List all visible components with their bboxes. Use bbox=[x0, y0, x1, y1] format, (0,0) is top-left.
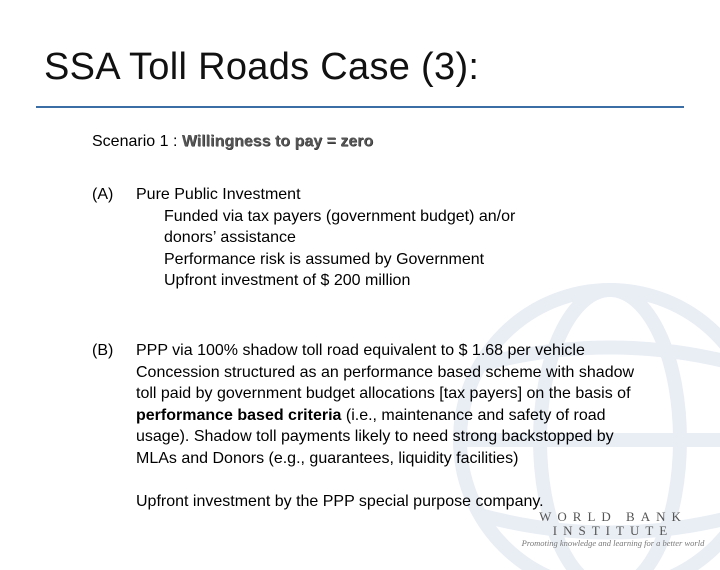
option-a-heading: Pure Public Investment bbox=[136, 186, 301, 203]
option-a-point: Upfront investment of $ 200 million bbox=[164, 272, 411, 289]
logo-tagline: Promoting knowledge and learning for a better world bbox=[521, 538, 705, 548]
title-divider bbox=[36, 106, 684, 108]
option-b-upfront: Upfront investment by the PPP special purpose company. bbox=[136, 492, 544, 510]
option-b-desc-emphasis: performance based criteria bbox=[136, 406, 342, 424]
scenario-emphasis: Willingness to pay = zero bbox=[181, 133, 374, 150]
option-a-point: donors’ assistance bbox=[164, 229, 296, 246]
slide-title: SSA Toll Roads Case (3): bbox=[44, 46, 480, 88]
option-a-marker: (A) bbox=[92, 186, 114, 203]
logo-name: WORLD BANK INSTITUTE bbox=[539, 509, 687, 538]
option-a-point: Funded via tax payers (government budget) an/or bbox=[164, 207, 516, 225]
option-b-heading: PPP via 100% shadow toll road equivalent to $ 1.68 per vehicle bbox=[136, 342, 585, 359]
scenario-prefix: Scenario 1 : bbox=[92, 133, 182, 150]
option-b-description bbox=[136, 362, 656, 470]
option-b-desc-start: Concession structured as an performance based scheme with shadow toll paid by government budget allocations [tax payers] on the basis of bbox=[136, 363, 635, 402]
option-b-marker: (B) bbox=[92, 342, 114, 359]
scenario-line bbox=[92, 133, 373, 151]
world-bank-institute-logo bbox=[508, 510, 718, 548]
option-a-point: Performance risk is assumed by Government bbox=[164, 250, 485, 268]
option-b-desc-end: (i.e., maintenance and safety of road usage). Shadow toll payments likely to need strong backstopped by MLAs and Donors (e.g., guarantees, liquidity facilities) bbox=[136, 406, 614, 467]
